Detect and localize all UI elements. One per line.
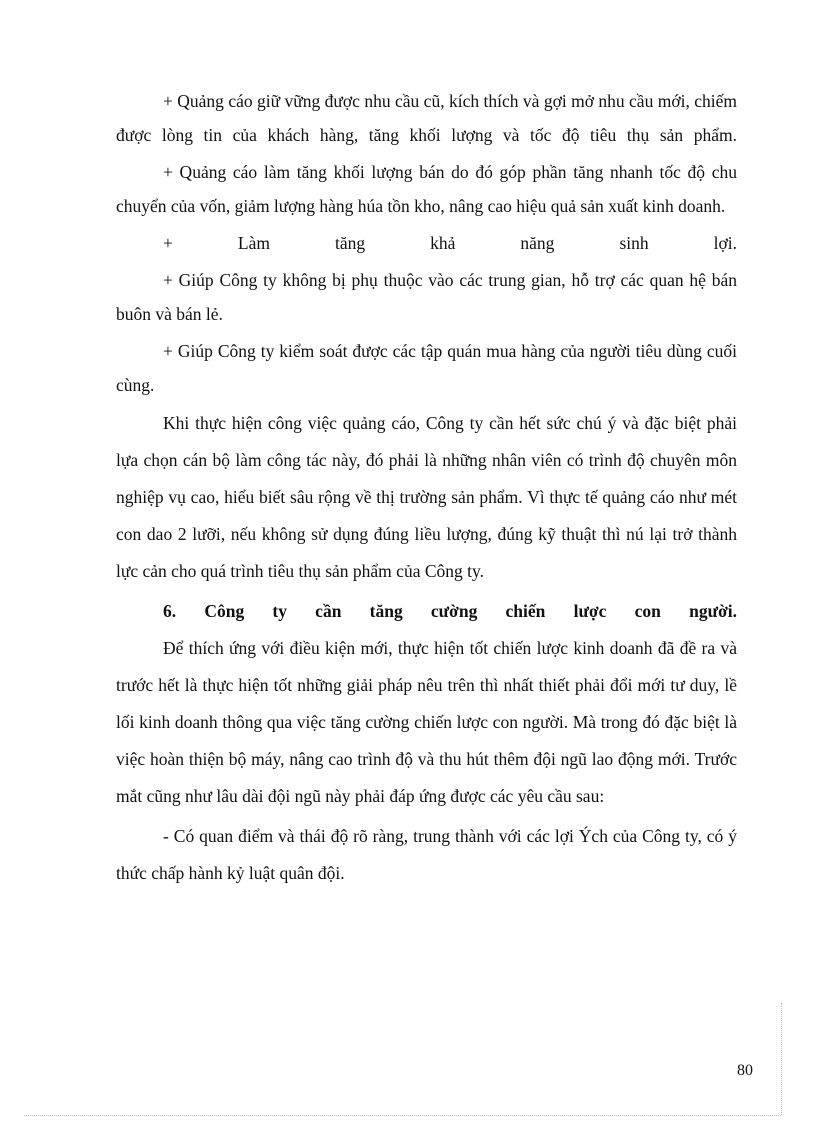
paragraph-advertising-sales: + Quảng cáo làm tăng khối lượng bán do đó góp phần tăng nhanh tốc độ chu chuyển của vốn, giảm lượng hàng húa tồn kho, nâng cao hiệu quả sản xuất kinh doanh.: [116, 162, 737, 216]
page-border-bottom: [24, 1115, 781, 1116]
section-heading: 6. Công ty cần tăng cường chiến lược con người.: [163, 601, 737, 621]
page-border-right: [781, 1003, 782, 1115]
paragraph-buying-habits: + Giúp Công ty kiểm soát được các tập quán mua hàng của người tiêu dùng cuối cùng.: [116, 341, 737, 395]
paragraph-independence: + Giúp Công ty không bị phụ thuộc vào các trung gian, hỗ trợ các quan hệ bán buôn và bán lẻ.: [116, 270, 737, 324]
paragraph-requirements: - Có quan điểm và thái độ rõ ràng, trung thành với các lợi Ých của Công ty, có ý thức chấp hành kỷ luật quân đội.: [116, 826, 737, 883]
paragraph-advertising-demand: + Quảng cáo giữ vững được nhu cầu cũ, kích thích và gợi mở nhu cầu mới, chiếm được lòng tin của khách hàng, tăng khối lượng và tốc độ tiêu thụ sản phẩm.: [116, 91, 737, 145]
page-number: 80: [737, 1062, 753, 1079]
paragraph-profitability: + Làm tăng khả năng sinh lợi.: [163, 233, 737, 253]
paragraph-human-strategy: Để thích ứng với điều kiện mới, thực hiện tốt chiến lược kinh doanh đã đề ra và trước hết là thực hiện tốt những giải pháp nêu trên thì nhất thiết phải đổi mới tư duy, lề lối kinh doanh thông qua việc tăng cường chiến lược con người. Mà trong đó đặc biệt là việc hoàn thiện bộ máy, nâng cao trình độ và thu hút thêm đội ngũ lao động mới. Trước mắt cũng như lâu dài đội ngũ này phải đáp ứng được các yêu cầu sau:: [116, 638, 737, 806]
paragraph-advertising-caution: Khi thực hiện công việc quảng cáo, Công ty cần hết sức chú ý và đặc biệt phải lựa chọn cán bộ làm công tác này, đó phải là những nhân viên có trình độ chuyên môn nghiệp vụ cao, hiểu biết sâu rộng về thị trường sản phẩm. Vì thực tế quảng cáo như mét con dao 2 lưỡi, nếu không sử dụng đúng liều lượng, đúng kỹ thuật thì nú lại trở thành lực cản cho quá trình tiêu thụ sản phẩm của Công ty.: [116, 413, 737, 581]
page-body: [116, 84, 737, 895]
